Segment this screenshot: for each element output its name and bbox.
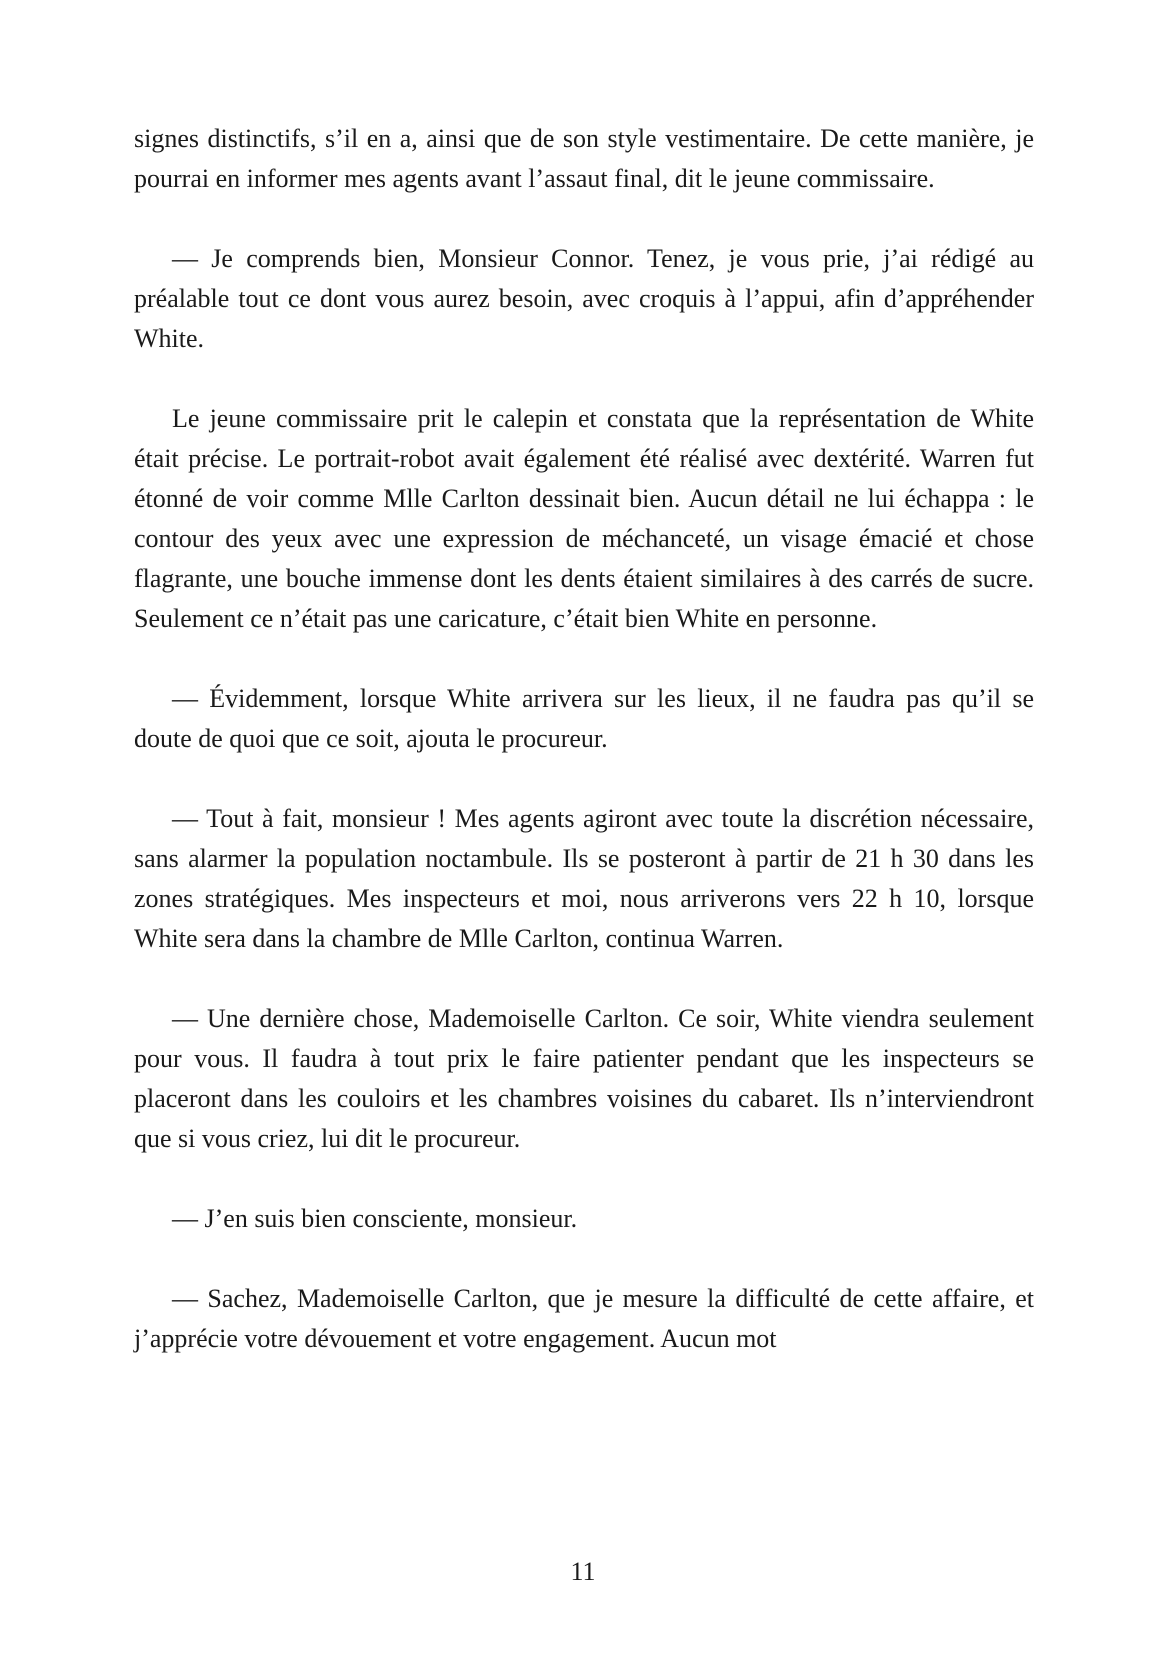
paragraph-8: — Sachez, Mademoiselle Carlton, que je mesure la difficulté de cette affaire, et j’apprécie votre dévouement et votre engagement. Aucun mot — [134, 1284, 1034, 1353]
paragraph-2: — Je comprends bien, Monsieur Connor. Tenez, je vous prie, j’ai rédigé au préalable tout ce dont vous aurez besoin, avec croquis à l’appui, afin d’appréhender White. — [134, 244, 1034, 353]
paragraph-6: — Une dernière chose, Mademoiselle Carlton. Ce soir, White viendra seulement pour vous. Il faudra à tout prix le faire patienter pendant que les inspecteurs se placeront dans les couloirs et les chambres voisines du cabaret. Ils n’interviendront que si vous criez, lui dit le procureur. — [134, 1004, 1034, 1153]
page-body — [134, 119, 1034, 1399]
paragraph-4: — Évidemment, lorsque White arrivera sur les lieux, il ne faudra pas qu’il se doute de quoi que ce soit, ajouta le procureur. — [134, 684, 1034, 753]
paragraph-7: — J’en suis bien consciente, monsieur. — [172, 1204, 578, 1233]
paragraph-5: — Tout à fait, monsieur ! Mes agents agiront avec toute la discrétion nécessaire, sans alarmer la population noctambule. Ils se posteront à partir de 21 h 30 dans les zones stratégiques. Mes inspecteurs et moi, nous arriverons vers 22 h 10, lorsque White sera dans la chambre de Mlle Carlton, continua Warren. — [134, 804, 1034, 953]
paragraph-1: signes distinctifs, s’il en a, ainsi que de son style vestimentaire. De cette manière, je pourrai en informer mes agents avant l’assaut final, dit le jeune commissaire. — [134, 124, 1034, 193]
paragraph-3: Le jeune commissaire prit le calepin et constata que la représentation de White était précise. Le portrait-robot avait également été réalisé avec dextérité. Warren fut étonné de voir comme Mlle Carlton dessinait bien. Aucun détail ne lui échappa : le contour des yeux avec une expression de méchanceté, un visage émacié et chose flagrante, une bouche immense dont les dents étaient similaires à des carrés de sucre. Seulement ce n’était pas une caricature, c’était bien White en personne. — [134, 404, 1034, 633]
page-number: 11 — [570, 1557, 596, 1586]
